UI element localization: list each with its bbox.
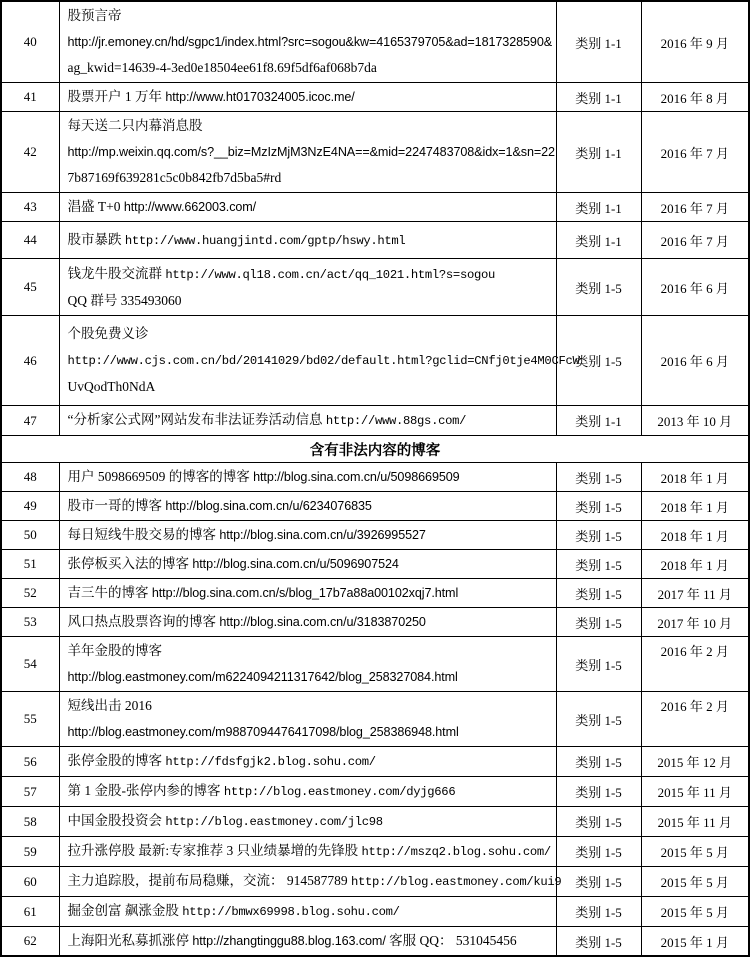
row-number: 56 [1, 747, 59, 777]
row-category: 类别 1-1 [556, 1, 641, 83]
description-line [67, 347, 580, 374]
table-row [1, 608, 749, 637]
description-line [68, 29, 552, 55]
row-description [59, 867, 562, 897]
row-description [59, 637, 556, 692]
row-date: 2016 年 2 月 [641, 637, 749, 692]
table-row [1, 193, 749, 222]
description-line [68, 664, 552, 690]
url-text: http://blog.sina.com.cn/s/blog_17b7a88a00102xqj7.html [151, 586, 459, 600]
row-description [59, 193, 556, 222]
table-row [1, 316, 749, 406]
table-row [1, 867, 749, 897]
url-text: http://blog.eastmoney.com/kui9 [351, 875, 562, 889]
table-row [1, 492, 749, 521]
row-category: 类别 1-5 [556, 637, 641, 692]
row-date: 2015 年 5 月 [641, 867, 749, 897]
row-category: 类别 1-1 [556, 193, 641, 222]
row-category: 类别 1-5 [556, 550, 641, 579]
table-row [1, 550, 749, 579]
table-row [1, 463, 749, 492]
row-date: 2018 年 1 月 [641, 463, 749, 492]
row-description [59, 521, 556, 550]
url-text: http://blog.eastmoney.com/m9887094476417098/blog_258386948.html [67, 725, 459, 739]
table-row [1, 521, 749, 550]
description-line: 股市一哥的博客 http://blog.sina.com.cn/u/6234076835 [67, 498, 372, 513]
row-number: 45 [1, 259, 59, 316]
row-date: 2015 年 5 月 [641, 837, 749, 867]
table-row [1, 807, 749, 837]
row-date: 2015 年 5 月 [641, 897, 749, 927]
table-body [1, 1, 749, 956]
description-line: 主力追踪股，提前布局稳赚，交流： 914587789 http://blog.eastmoney.com/kui9 [67, 873, 562, 889]
row-number: 61 [1, 897, 59, 927]
row-date: 2018 年 1 月 [641, 521, 749, 550]
row-number: 50 [1, 521, 59, 550]
row-category: 类别 1-1 [556, 112, 641, 193]
row-date: 2016 年 6 月 [641, 316, 749, 406]
row-date: 2016 年 6 月 [641, 259, 749, 316]
row-number: 47 [1, 406, 59, 436]
url-text: http://www.ql18.com.cn/act/qq_1021.html?s=sogou [165, 267, 496, 282]
row-description [59, 316, 580, 406]
row-category: 类别 1-5 [556, 608, 641, 637]
row-number: 48 [1, 463, 59, 492]
row-category: 类别 1-1 [556, 83, 641, 112]
row-description [59, 897, 556, 927]
table-row [1, 1, 749, 83]
row-date: 2016 年 9 月 [641, 1, 749, 83]
table-row [1, 897, 749, 927]
row-category: 类别 1-5 [556, 837, 641, 867]
row-category: 类别 1-1 [556, 222, 641, 259]
table-row [1, 83, 749, 112]
description-line: 每日短线牛股交易的博客 http://blog.sina.com.cn/u/3926995527 [67, 527, 426, 542]
url-text: http://www.88gs.com/ [325, 414, 467, 428]
url-text: http://zhangtinggu88.blog.163.com/ [192, 934, 386, 948]
url-text: http://www.huangjintd.com/gptp/hswy.html [124, 233, 406, 248]
table-row [1, 222, 749, 259]
url-text: http://www.cjs.com.cn/bd/20141029/bd02/default.html?gclid=CNfj0tje4M0CFcW [67, 354, 580, 368]
row-description [59, 608, 556, 637]
description-line: 上海阳光私募抓涨停 http://zhangtinggu88.blog.163.com/ 客服 QQ： 531045456 [67, 933, 517, 948]
table-row [1, 579, 749, 608]
description-line: 股市暴跌 http://www.huangjintd.com/gptp/hswy.html [67, 231, 406, 248]
row-category: 类别 1-5 [556, 807, 641, 837]
row-description [59, 222, 556, 259]
row-category: 类别 1-5 [556, 492, 641, 521]
row-description [59, 112, 556, 193]
row-description [59, 927, 556, 957]
row-category: 类别 1-1 [556, 406, 641, 436]
row-date: 2016 年 7 月 [641, 222, 749, 259]
row-number: 46 [1, 316, 59, 406]
description-line: 吉三牛的博客 http://blog.sina.com.cn/s/blog_17b7a88a00102xqj7.html [67, 585, 459, 600]
row-date: 2017 年 10 月 [641, 608, 749, 637]
row-description [59, 406, 556, 436]
description-line: 每天送二只内幕消息股 [67, 118, 203, 133]
row-category: 类别 1-5 [556, 747, 641, 777]
row-date: 2018 年 1 月 [641, 492, 749, 521]
url-text: http://www.662003.com/ [123, 200, 257, 214]
description-line: UvQodTh0NdA [67, 379, 156, 394]
row-description [59, 807, 556, 837]
url-text: http://blog.sina.com.cn/u/3183870250 [219, 615, 426, 629]
url-text: http://mp.weixin.qq.com/s?__biz=MzIzMjM3NzE4NA==&mid=2247483708&idx=1&sn=22 [67, 145, 555, 159]
description-line: “分析家公式网”网站发布非法证券活动信息 http://www.88gs.com/ [67, 412, 467, 428]
row-number: 54 [1, 637, 59, 692]
row-number: 55 [1, 692, 59, 747]
description-line: 股预言帝 [67, 8, 122, 23]
row-description [59, 747, 556, 777]
row-category: 类别 1-5 [556, 316, 641, 406]
description-line: 掘金创富 飙涨金股 http://bmwx69998.blog.sohu.com/ [67, 903, 400, 919]
description-line: 张停金股的博客 http://fdsfgjk2.blog.sohu.com/ [67, 753, 376, 769]
url-text: http://blog.sina.com.cn/u/5096907524 [192, 557, 399, 571]
description-line: 张停板买入法的博客 http://blog.sina.com.cn/u/5096907524 [67, 556, 399, 571]
description-line: 中国金股投资会 http://blog.eastmoney.com/jlc98 [67, 813, 383, 829]
description-line: 个股免费义诊 [67, 326, 149, 341]
url-text: http://blog.sina.com.cn/u/6234076835 [165, 499, 372, 513]
row-number: 59 [1, 837, 59, 867]
row-category: 类别 1-5 [556, 521, 641, 550]
description-line: QQ 群号 335493060 [67, 292, 182, 308]
row-category: 类别 1-5 [556, 777, 641, 807]
row-number: 52 [1, 579, 59, 608]
table-row [1, 692, 749, 747]
row-description [59, 492, 556, 521]
section-header-row [1, 436, 749, 463]
description-line [67, 139, 555, 165]
description-line: 用户 5098669509 的博客的博客 http://blog.sina.com.cn/u/5098669509 [67, 469, 460, 484]
row-description [59, 1, 556, 83]
row-date: 2015 年 1 月 [641, 927, 749, 957]
row-category: 类别 1-5 [556, 259, 641, 316]
description-line: 拉升涨停股 最新:专家推荐 3 只业绩暴增的先锋股 http://mszq2.blog.sohu.com/ [67, 843, 551, 859]
row-category: 类别 1-5 [556, 579, 641, 608]
url-text: http://blog.eastmoney.com/m6224094211317642/blog_258327084.html [67, 670, 458, 684]
row-number: 58 [1, 807, 59, 837]
table-row [1, 112, 749, 193]
row-number: 53 [1, 608, 59, 637]
description-line: 第 1 金股-张停内参的博客 http://blog.eastmoney.com/dyjg666 [67, 783, 456, 799]
url-text: http://blog.eastmoney.com/dyjg666 [223, 785, 456, 799]
row-category: 类别 1-5 [556, 692, 641, 747]
row-category: 类别 1-5 [556, 867, 641, 897]
row-date: 2015 年 11 月 [641, 777, 749, 807]
row-date: 2013 年 10 月 [641, 406, 749, 436]
row-date: 2016 年 7 月 [641, 112, 749, 193]
row-number: 62 [1, 927, 59, 957]
row-number: 44 [1, 222, 59, 259]
description-line: ag_kwid=14639-4-3ed0e18504ee61f8.69f5df6af068b7da [67, 60, 377, 75]
row-category: 类别 1-5 [556, 897, 641, 927]
url-text: http://fdsfgjk2.blog.sohu.com/ [165, 755, 376, 769]
row-category: 类别 1-5 [556, 927, 641, 957]
url-text: http://bmwx69998.blog.sohu.com/ [182, 905, 400, 919]
row-date: 2017 年 11 月 [641, 579, 749, 608]
description-line: 风口热点股票咨询的博客 http://blog.sina.com.cn/u/3183870250 [67, 614, 426, 629]
row-number: 43 [1, 193, 59, 222]
row-date: 2018 年 1 月 [641, 550, 749, 579]
row-description [59, 837, 556, 867]
description-line: 短线出击 2016 [67, 698, 152, 713]
row-date: 2016 年 2 月 [641, 692, 749, 747]
row-number: 57 [1, 777, 59, 807]
url-text: http://jr.emoney.cn/hd/sgpc1/index.html?src=sogou&kw=4165379705&ad=1817328590& [67, 35, 553, 49]
description-line: 羊年金股的博客 [67, 643, 162, 658]
row-description [59, 463, 556, 492]
row-category: 类别 1-5 [556, 463, 641, 492]
url-text: http://mszq2.blog.sohu.com/ [361, 845, 551, 859]
row-number: 60 [1, 867, 59, 897]
table-row [1, 259, 749, 316]
description-line [68, 719, 552, 745]
row-number: 51 [1, 550, 59, 579]
url-text: http://www.ht0170324005.icoc.me/ [165, 90, 355, 104]
row-date: 2016 年 7 月 [641, 193, 749, 222]
row-date: 2015 年 11 月 [641, 807, 749, 837]
row-description [59, 83, 556, 112]
table-row [1, 837, 749, 867]
description-line: 7b87169f639281c5c0b842fb7d5ba5#rd [67, 170, 282, 185]
row-description [59, 259, 556, 316]
row-number: 49 [1, 492, 59, 521]
description-line: 钱龙牛股交流群 http://www.ql18.com.cn/act/qq_1021.html?s=sogou [67, 265, 496, 282]
table-row [1, 747, 749, 777]
row-number: 40 [1, 1, 59, 83]
row-number: 41 [1, 83, 59, 112]
table-row [1, 406, 749, 436]
table-row [1, 777, 749, 807]
row-date: 2015 年 12 月 [641, 747, 749, 777]
row-description [59, 579, 556, 608]
row-description [59, 550, 556, 579]
row-description [59, 777, 556, 807]
url-text: http://blog.eastmoney.com/jlc98 [165, 815, 383, 829]
url-text: http://blog.sina.com.cn/u/5098669509 [253, 470, 460, 484]
url-text: http://blog.sina.com.cn/u/3926995527 [219, 528, 426, 542]
description-line: 股票开户 1 万年 http://www.ht0170324005.icoc.me/ [67, 89, 355, 104]
table-row [1, 637, 749, 692]
table-row [1, 927, 749, 957]
row-date: 2016 年 8 月 [641, 83, 749, 112]
row-number: 42 [1, 112, 59, 193]
description-line: 淐盛 T+0 http://www.662003.com/ [67, 199, 257, 214]
section-title: 含有非法内容的博客 [1, 436, 749, 463]
row-description [59, 692, 556, 747]
